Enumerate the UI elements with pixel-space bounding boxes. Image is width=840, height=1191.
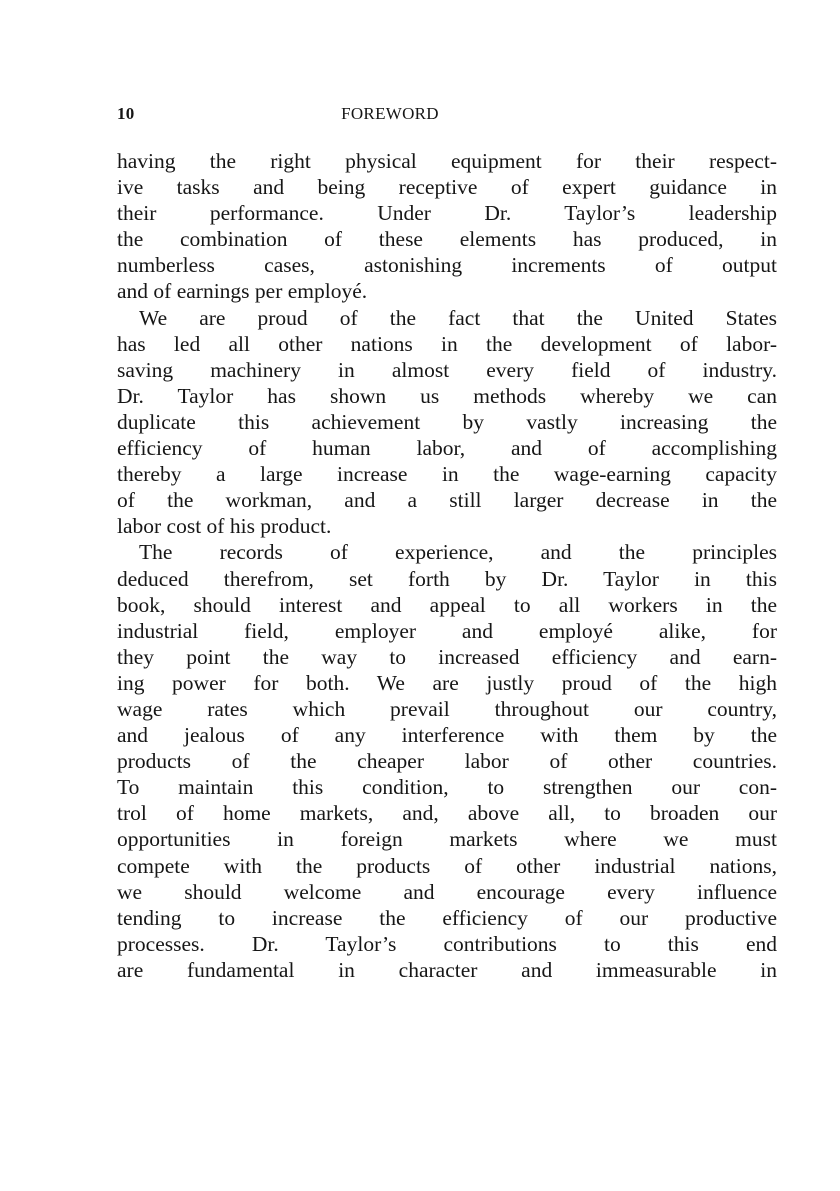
running-title: FOREWORD [341, 104, 439, 123]
text-line: Dr. Taylor has shown us methods whereby we can [117, 383, 777, 408]
paragraph [117, 148, 777, 305]
page-number: 10 [117, 104, 135, 123]
paragraph [117, 539, 777, 983]
text-line: trol of home markets, and, above all, to broaden our [117, 801, 777, 826]
text-line: opportunities in foreign markets where we must [117, 827, 777, 852]
text-line: saving machinery in almost every field of industry. [117, 357, 777, 382]
text-line: To maintain this condition, to strengthen our con- [117, 775, 777, 800]
text-line: tending to increase the efficiency of our productive [117, 905, 777, 930]
text-line: industrial field, employer and employé alike, for [117, 618, 777, 643]
text-line: are fundamental in character and immeasurable in [117, 957, 777, 982]
body-text [117, 148, 777, 983]
text-line: we should welcome and encourage every influence [117, 879, 777, 904]
paragraph [117, 305, 777, 540]
text-line: deduced therefrom, set forth by Dr. Taylor in this [117, 566, 777, 591]
text-line: We are proud of the fact that the United States [139, 305, 777, 330]
text-line: and jealous of any interference with them by the [117, 723, 777, 748]
text-line: they point the way to increased efficiency and earn- [117, 644, 777, 669]
text-line: the combination of these elements has produced, in [117, 227, 777, 252]
text-line: duplicate this achievement by vastly increasing the [117, 409, 777, 434]
text-line: products of the cheaper labor of other countries. [117, 749, 777, 774]
text-line: of the workman, and a still larger decrease in the [117, 488, 777, 513]
text-line: labor cost of his product. [117, 514, 332, 539]
text-line: compete with the products of other industrial nations, [117, 853, 777, 878]
text-line: The records of experience, and the principles [139, 540, 777, 565]
text-line: has led all other nations in the development of labor- [117, 331, 777, 356]
text-line: processes. Dr. Taylor’s contributions to this end [117, 931, 777, 956]
text-line: efficiency of human labor, and of accomplishing [117, 436, 777, 461]
text-line: book, should interest and appeal to all workers in the [117, 592, 777, 617]
text-line: ing power for both. We are justly proud of the high [117, 670, 777, 695]
text-line: thereby a large increase in the wage-earning capacity [117, 462, 777, 487]
text-line: their performance. Under Dr. Taylor’s leadership [117, 201, 777, 226]
text-line: ive tasks and being receptive of expert guidance in [117, 175, 777, 200]
text-line: numberless cases, astonishing increments of output [117, 253, 777, 278]
text-line: wage rates which prevail throughout our country, [117, 696, 777, 721]
text-line: and of earnings per employé. [117, 279, 368, 304]
text-line: having the right physical equipment for their respect- [117, 149, 777, 173]
